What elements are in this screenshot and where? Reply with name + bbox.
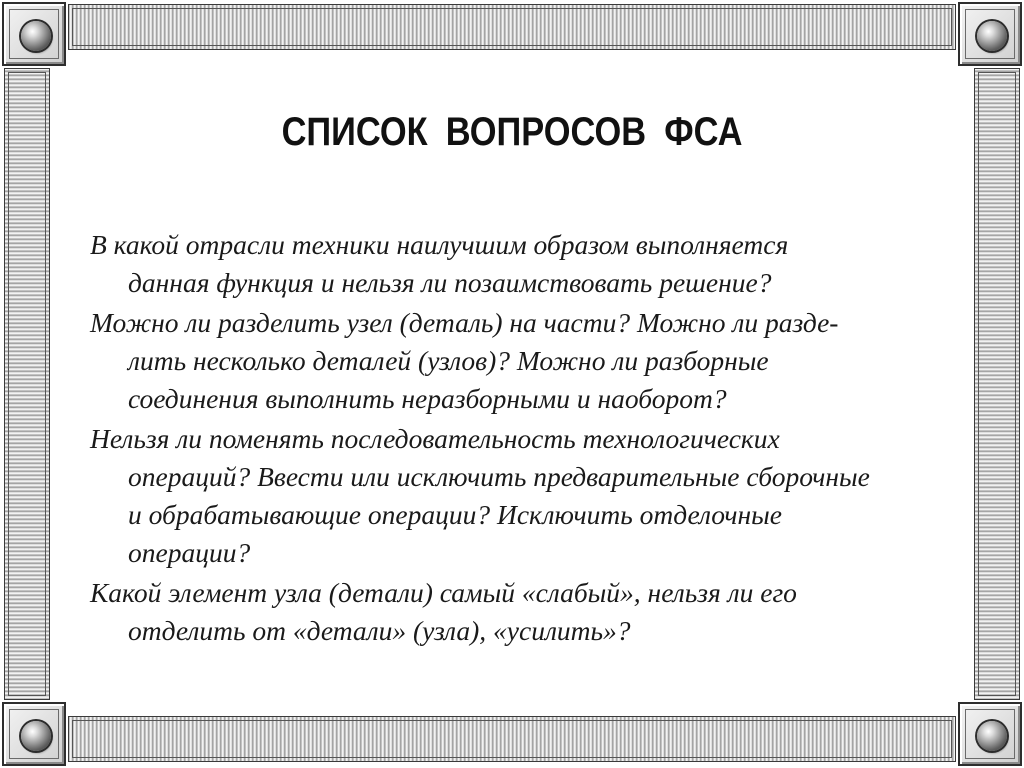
question-item: Можно ли разделить узел (деталь) на части? Можно ли разде- лить несколько деталей (узлов)? Можно ли разборные соединения выполнить неразборными и наоборот? (90, 307, 839, 414)
question-item: Какой элемент узла (детали) самый «слабый», нельзя ли его отделить от «детали» (узла), «усилить»? (90, 577, 797, 646)
slide-title: СПИСОК ВОПРОСОВ ФСА (281, 110, 743, 154)
question-item: Нельзя ли поменять последовательность технологических операций? Ввести или исключить предварительные сборочные и обрабатывающие операции? Исключить отделочные операции? (90, 423, 870, 568)
frame-right-bar (974, 68, 1020, 700)
rivet-icon (21, 721, 51, 751)
questions-list (90, 226, 950, 652)
rivet-icon (977, 721, 1007, 751)
frame-corner-bottom-left (2, 702, 66, 766)
frame-left-bar (4, 68, 50, 700)
frame-corner-bottom-right (958, 702, 1022, 766)
question-item: В какой отрасли техники наилучшим образом выполняется данная функция и нельзя ли позаимствовать решение? (90, 229, 789, 298)
frame-bottom-bar (68, 716, 956, 762)
rivet-icon (977, 21, 1007, 51)
frame-top-bar (68, 4, 956, 50)
rivet-icon (21, 21, 51, 51)
frame-corner-top-left (2, 2, 66, 66)
frame-corner-top-right (958, 2, 1022, 66)
